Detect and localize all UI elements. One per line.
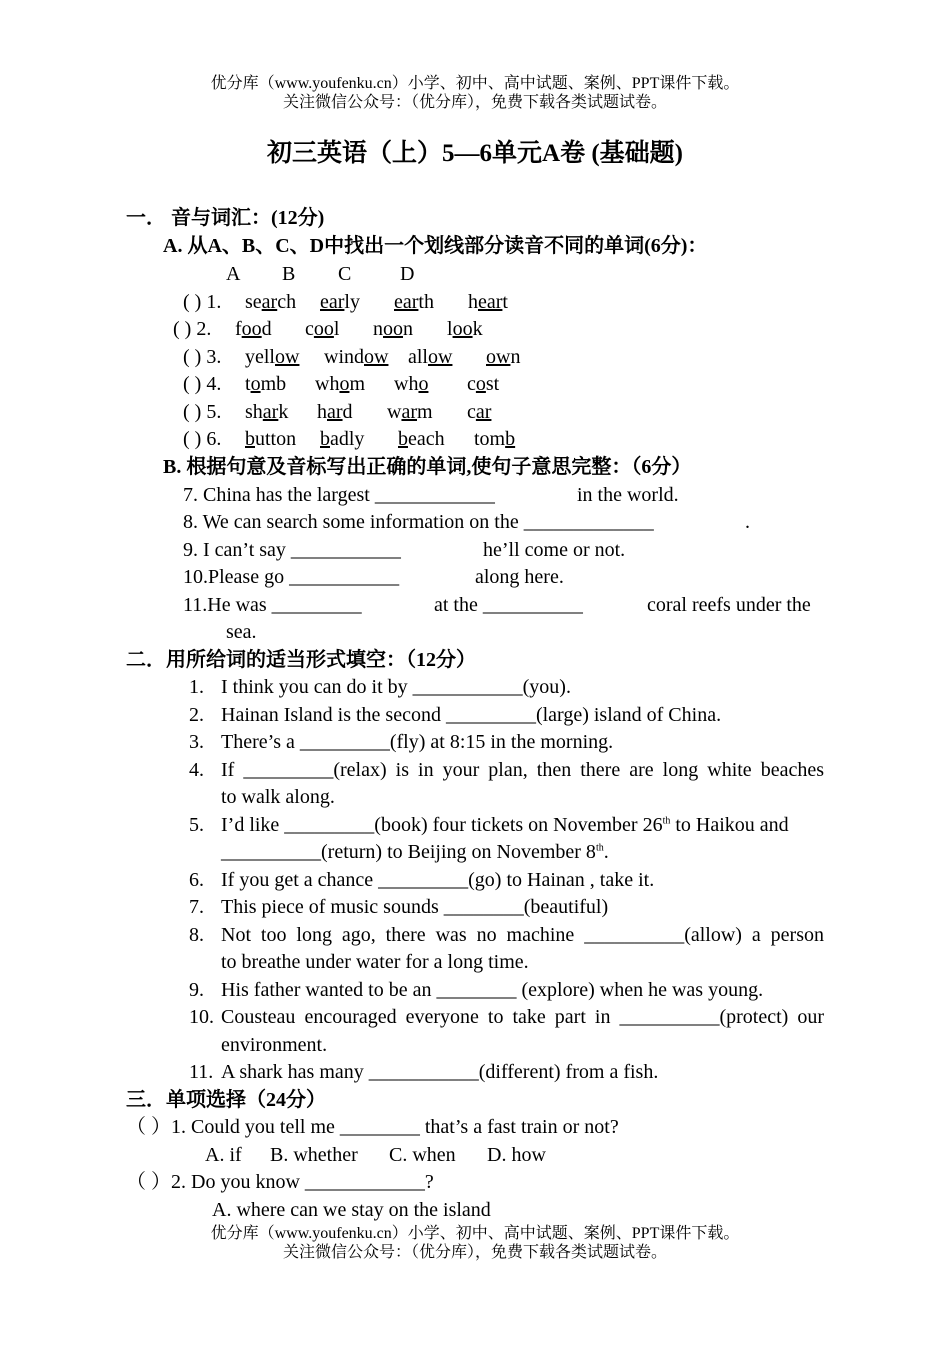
word-option: food — [235, 318, 272, 340]
word-option: cost — [467, 373, 500, 395]
b10-tail: along here. — [475, 566, 564, 588]
q-text-cont: environment. — [221, 1034, 328, 1056]
b11-tail: coral reefs under the — [647, 594, 811, 616]
underlined-part: ar — [327, 401, 343, 423]
underlined-part: o — [475, 373, 486, 395]
underlined-part: b — [320, 428, 330, 450]
footer-line-2: 关注微信公众号：（优分库），免费下载各类试题试卷。 — [282, 1244, 667, 1261]
q5-b: to Haikou and — [670, 814, 789, 836]
footer-line-1: 优分库（www.youfenku.cn）小学、初中、高中试题、案例、PPT课件下载。 — [210, 1225, 740, 1242]
b-item-10: 10.Please go ___________ — [183, 566, 400, 588]
underlined-part: ar — [401, 401, 417, 423]
underlined-part: ear — [320, 291, 345, 313]
word-option: car — [467, 401, 492, 423]
q-text: A shark has many ___________(different) from a fish. — [221, 1061, 659, 1083]
page-footer — [0, 1224, 950, 1262]
word-option: yellow — [245, 346, 300, 368]
section-a-heading: A. 从A、B、C、D中找出一个划线部分读音不同的单词(6分)： — [163, 235, 708, 257]
underlined-part: ar — [475, 401, 492, 423]
underlined-part: o — [250, 373, 261, 395]
word-option: heart — [468, 291, 508, 313]
word-option: search — [245, 291, 297, 313]
word-option: who — [394, 373, 429, 395]
q-num: 4. — [189, 759, 204, 781]
q-num: 6. — [189, 869, 204, 891]
option-letter: A — [226, 263, 241, 285]
q-num: 10. — [189, 1006, 214, 1028]
underlined-part: o — [418, 373, 429, 395]
option-letter: D — [400, 263, 415, 285]
q-text: His father wanted to be an ________ (explore) when he was young. — [221, 979, 764, 1001]
mc-question-1: （ ）1. Could you tell me ________ that’s a fast train or not? — [126, 1116, 619, 1138]
q-num: 9. — [189, 979, 204, 1001]
option-letter: B — [282, 263, 296, 285]
mc-option: A. if — [205, 1144, 242, 1166]
word-option: early — [320, 291, 360, 313]
underlined-part: oo — [241, 318, 262, 340]
b-item-9: 9. I can’t say ___________ — [183, 539, 401, 561]
q-num: 7. — [189, 896, 204, 918]
mc-option-2a: A. where can we stay on the island — [212, 1199, 491, 1221]
underlined-part: ar — [261, 291, 278, 313]
page-header — [0, 74, 950, 112]
q-text: Cousteau encouraged everyone to take part in __________(protect) our — [221, 1006, 824, 1028]
underlined-part: oo — [452, 318, 473, 340]
section-b-heading: B. 根据句意及音标写出正确的单词,使句子意思完整：（6分） — [163, 456, 692, 478]
word-option: badly — [320, 428, 365, 450]
page-title: 初三英语（上）5—6单元A卷 (基础题) — [267, 140, 683, 167]
b-item-11: 11.He was _________ — [183, 594, 362, 616]
item-number: ( ) 5. — [183, 401, 222, 423]
word-option: tomb — [474, 428, 516, 450]
q-num: 1. — [189, 676, 204, 698]
mc-question-2: （ ）2. Do you know ____________? — [126, 1171, 434, 1193]
word-option: cool — [305, 318, 340, 340]
q-num: 8. — [189, 924, 204, 946]
part2-heading: 二．用所给词的适当形式填空：（12分） — [126, 649, 476, 671]
b8-tail: . — [745, 511, 750, 533]
b9-tail: he’ll come or not. — [483, 539, 626, 561]
word-option: tomb — [245, 373, 287, 395]
q5-sup1: th — [662, 815, 671, 827]
item-number: ( ) 6. — [183, 428, 222, 450]
underlined-part: oo — [383, 318, 403, 340]
header-line-2: 关注微信公众号：（优分库），免费下载各类试题试卷。 — [282, 94, 667, 111]
part3-heading: 三．单项选择（24分） — [126, 1089, 326, 1111]
word-option: noon — [373, 318, 413, 340]
part1-heading: 一． 音与词汇：(12分) — [126, 207, 325, 229]
header-line-1: 优分库（www.youfenku.cn）小学、初中、高中试题、案例、PPT课件下载。 — [210, 75, 740, 92]
word-option: whom — [315, 373, 366, 395]
underlined-part: ar — [262, 401, 279, 423]
q-text-cont: to walk along. — [221, 786, 335, 808]
word-option: shark — [245, 401, 289, 423]
q-text-cont: to breathe under water for a long time. — [221, 951, 529, 973]
option-letter: C — [338, 263, 352, 285]
item-number: ( ) 3. — [183, 346, 222, 368]
b11-cont: sea. — [226, 621, 257, 643]
underlined-part: ow — [275, 346, 300, 368]
b11-mid: at the __________ — [434, 594, 583, 616]
b-item-8: 8. We can search some information on the _____________ — [183, 511, 654, 533]
b7-text: 7. China has the largest ____________ — [183, 484, 495, 506]
word-option: allow — [408, 346, 453, 368]
b-item-7 — [183, 483, 495, 507]
item-number: ( ) 4. — [183, 373, 222, 395]
mc-option: B. whether — [270, 1144, 358, 1166]
underlined-part: b — [505, 428, 516, 450]
underlined-part: ow — [428, 346, 453, 368]
item-number: ( ) 1. — [183, 291, 222, 313]
word-option: look — [447, 318, 483, 340]
word-option: button — [245, 428, 297, 450]
q-text — [221, 813, 789, 837]
underlined-part: ear — [478, 291, 503, 313]
mc-option: C. when — [389, 1144, 456, 1166]
q5-sup2: th — [595, 842, 604, 854]
q-text-cont — [221, 840, 609, 864]
word-option: earth — [394, 291, 434, 313]
q-num: 11. — [189, 1061, 214, 1083]
underlined-part: b — [245, 428, 255, 450]
q-num: 3. — [189, 731, 204, 753]
word-option: own — [486, 346, 521, 368]
underlined-part: oo — [313, 318, 334, 340]
q-num: 5. — [189, 814, 204, 836]
q5-a: I’d like _________(book) four tickets on November 26 — [221, 814, 663, 836]
word-option: beach — [398, 428, 445, 450]
q-text: There’s a _________(fly) at 8:15 in the morning. — [221, 731, 614, 753]
q-text: I think you can do it by ___________(you). — [221, 676, 571, 698]
underlined-part: ear — [394, 291, 419, 313]
underlined-part: b — [398, 428, 408, 450]
underlined-part: ow — [486, 346, 511, 368]
q-text: Hainan Island is the second _________(large) island of China. — [221, 704, 722, 726]
q-text: If _________(relax) is in your plan, then there are long white beaches — [221, 759, 824, 781]
q-num: 2. — [189, 704, 204, 726]
q5-c: __________(return) to Beijing on November 8 — [221, 841, 596, 863]
q-text: If you get a chance _________(go) to Hainan , take it. — [221, 869, 655, 891]
mc-option: D. how — [487, 1144, 546, 1166]
word-option: window — [324, 346, 389, 368]
word-option: warm — [387, 401, 433, 423]
word-option: hard — [317, 401, 353, 423]
q5-d: . — [603, 841, 609, 863]
underlined-part: o — [339, 373, 350, 395]
b7-tail: in the world. — [577, 484, 679, 506]
item-number: ( ) 2. — [173, 318, 212, 340]
q-text: This piece of music sounds ________(beautiful) — [221, 896, 609, 918]
q-text: Not too long ago, there was no machine __________(allow) a person — [221, 924, 824, 946]
underlined-part: ow — [364, 346, 389, 368]
